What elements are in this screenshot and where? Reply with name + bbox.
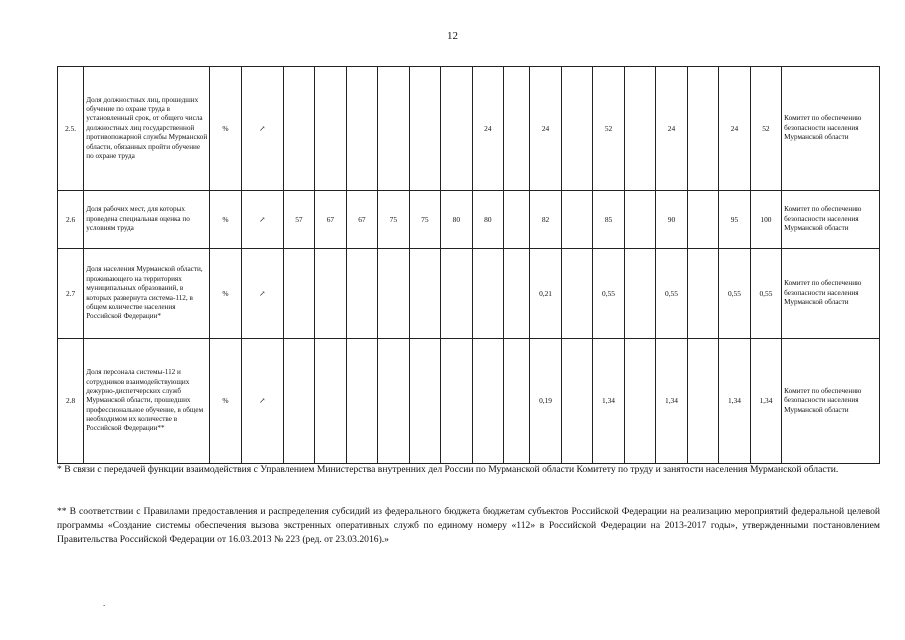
plan-value: 1,34 [750, 339, 781, 464]
empty-cell [687, 191, 718, 249]
empty-cell [624, 339, 655, 464]
plan-value: 0,55 [719, 249, 750, 339]
plan-value: 52 [750, 67, 781, 191]
year-value [378, 67, 409, 191]
responsible-body: Комитет по обеспечению безопасности населения Мурманской области [782, 191, 880, 249]
row-number: 2.6 [58, 191, 84, 249]
empty-cell [624, 249, 655, 339]
year-value [346, 249, 377, 339]
plan-value: 24 [530, 67, 561, 191]
year-value: 57 [283, 191, 314, 249]
trend-cell: ↗ [241, 249, 283, 339]
empty-cell [687, 339, 718, 464]
plan-value: 90 [656, 191, 687, 249]
spacer-cell [504, 191, 530, 249]
year-value [346, 339, 377, 464]
indicators-table [57, 66, 880, 464]
year-value [409, 249, 440, 339]
year-value [283, 67, 314, 191]
scan-mark: . [103, 598, 106, 608]
year-value [283, 249, 314, 339]
responsible-body: Комитет по обеспечению безопасности населения Мурманской области [782, 67, 880, 191]
plan-value: 82 [530, 191, 561, 249]
plan-value: 24 [656, 67, 687, 191]
empty-cell [561, 191, 592, 249]
plan-value: 85 [593, 191, 624, 249]
plan-value: 52 [593, 67, 624, 191]
plan-value: 95 [719, 191, 750, 249]
table-row [58, 67, 880, 191]
plan-value: 100 [750, 191, 781, 249]
empty-cell [624, 191, 655, 249]
year-value [472, 249, 503, 339]
footnote-2: ** В соответствии с Правилами предоставления и распределения субсидий из федерального бюджета бюджетам субъектов Российской Федерации на реализацию мероприятий федеральной целевой программы «Создание системы обеспечения вызова экстренных оперативных служб по единому номеру «112» в Российской Федерации на 2013-2017 годы», утвержденными постановлением Правительства Российской Федерации от 16.03.2013 № 223 (ред. от 23.03.2016).» [57, 506, 880, 545]
trend-cell: ↗ [241, 67, 283, 191]
page-number: 12 [447, 30, 458, 42]
year-value: 75 [378, 191, 409, 249]
trend-cell: ↗ [241, 339, 283, 464]
trend-cell: ↗ [241, 191, 283, 249]
row-number: 2.7 [58, 249, 84, 339]
year-value [472, 339, 503, 464]
empty-cell [624, 67, 655, 191]
plan-value: 0,19 [530, 339, 561, 464]
year-value: 80 [472, 191, 503, 249]
year-value [441, 67, 472, 191]
indicator-name: Доля рабочих мест, для которых проведена специальная оценка по условиям труда [84, 191, 210, 249]
plan-value: 0,55 [593, 249, 624, 339]
year-value [441, 339, 472, 464]
empty-cell [561, 339, 592, 464]
year-value: 24 [472, 67, 503, 191]
table-row [58, 191, 880, 249]
plan-value: 1,34 [656, 339, 687, 464]
responsible-body: Комитет по обеспечению безопасности населения Мурманской области [782, 249, 880, 339]
footnote-1: * В связи с передачей функции взаимодействия с Управлением Министерства внутренних дел России по Мурманской области Комитету по труду и занятости населения Мурманской области. [57, 464, 839, 475]
year-value [378, 339, 409, 464]
plan-value: 1,34 [719, 339, 750, 464]
table-row [58, 249, 880, 339]
unit-cell: % [210, 339, 241, 464]
plan-value: 0,55 [750, 249, 781, 339]
year-value [315, 339, 346, 464]
indicator-name: Доля должностных лиц, прошедших обучение по охране труда в установленный срок, от общего числа должностных лиц государственной противопожарной службы Мурманской области, обязанных пройти обучение по охране труда [84, 67, 210, 191]
table-row [58, 339, 880, 464]
empty-cell [687, 67, 718, 191]
spacer-cell [504, 249, 530, 339]
year-value [409, 67, 440, 191]
plan-value: 0,21 [530, 249, 561, 339]
empty-cell [561, 67, 592, 191]
year-value: 67 [346, 191, 377, 249]
year-value [283, 339, 314, 464]
row-number: 2.8 [58, 339, 84, 464]
year-value: 67 [315, 191, 346, 249]
plan-value: 24 [719, 67, 750, 191]
year-value [346, 67, 377, 191]
year-value [378, 249, 409, 339]
row-number: 2.5. [58, 67, 84, 191]
year-value [409, 339, 440, 464]
year-value [441, 249, 472, 339]
responsible-body: Комитет по обеспечению безопасности населения Мурманской области [782, 339, 880, 464]
unit-cell: % [210, 249, 241, 339]
year-value [315, 67, 346, 191]
unit-cell: % [210, 67, 241, 191]
plan-value: 0,55 [656, 249, 687, 339]
empty-cell [687, 249, 718, 339]
year-value: 75 [409, 191, 440, 249]
year-value [315, 249, 346, 339]
plan-value: 1,34 [593, 339, 624, 464]
indicator-name: Доля персонала системы-112 и сотрудников взаимодействующих дежурно-диспетчерских служб Мурманской области, прошедших профессиональное обучение, в общем необходимом их количестве в Российской Федерации** [84, 339, 210, 464]
empty-cell [561, 249, 592, 339]
year-value: 80 [441, 191, 472, 249]
unit-cell: % [210, 191, 241, 249]
spacer-cell [504, 339, 530, 464]
spacer-cell [504, 67, 530, 191]
indicator-name: Доля населения Мурманской области, проживающего на территориях муниципальных образований, в которых развернута система-112, в общем количестве населения Российской Федерации* [84, 249, 210, 339]
